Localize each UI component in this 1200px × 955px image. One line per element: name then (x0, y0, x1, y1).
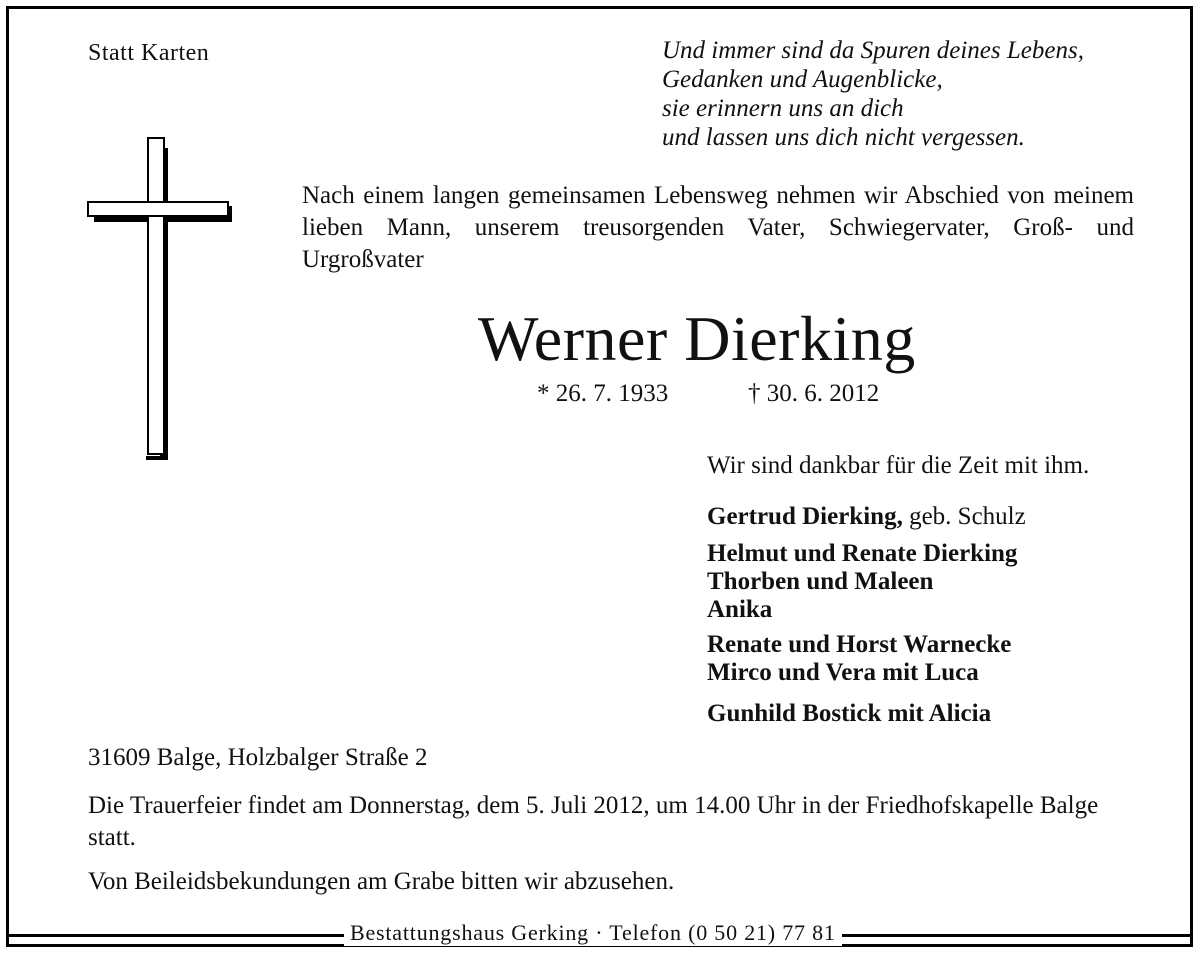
birth-date: * 26. 7. 1933 (537, 380, 669, 407)
family-wife (707, 503, 1026, 531)
deceased-name: Werner Dierking (478, 303, 916, 374)
wife-maiden-name: geb. Schulz (902, 503, 1026, 530)
poem (662, 36, 1084, 152)
thanks-line: Wir sind dankbar für die Zeit mit ihm. (707, 452, 1090, 479)
family-member: Thorben und Maleen (707, 568, 934, 595)
poem-line: Und immer sind da Spuren deines Lebens, (662, 37, 1084, 64)
family-member: Helmut und Renate Dierking (707, 540, 1018, 567)
poem-line: sie erinnern uns an dich (662, 95, 904, 122)
family-member: Anika (707, 596, 773, 623)
family-group-3 (707, 700, 991, 728)
family-member: Gunhild Bostick mit Alicia (707, 700, 992, 727)
wife-name: Gertrud Dierking, (707, 503, 903, 530)
condolence-note: Von Beileidsbekundungen am Grabe bitten wir abzusehen. (88, 868, 675, 895)
statt-karten-label: Statt Karten (88, 40, 210, 66)
family-member: Renate und Horst Warnecke (707, 631, 1012, 658)
intro-text: Nach einem langen gemeinsamen Lebensweg nehmen wir Abschied von meinem lieben Mann, unserem treusorgenden Vater, Schwiegervater, Groß- und Urgroßvater (302, 182, 1134, 273)
family-group-1 (707, 540, 1017, 624)
poem-line: und lassen uns dich nicht vergessen. (662, 124, 1025, 151)
ceremony-info: Die Trauerfeier findet am Donnerstag, dem 5. Juli 2012, um 14.00 Uhr in der Friedhofskapelle Balge statt. (88, 792, 1099, 851)
latin-cross-icon (86, 136, 236, 466)
death-date: † 30. 6. 2012 (748, 380, 880, 407)
poem-line: Gedanken und Augenblicke, (662, 66, 943, 93)
funeral-home-footer: Bestattungshaus Gerking · Telefon (0 50 21) 77 81 (344, 920, 842, 946)
address: 31609 Balge, Holzbalger Straße 2 (88, 744, 428, 771)
family-member: Mirco und Vera mit Luca (707, 659, 979, 686)
family-group-2 (707, 631, 1011, 687)
